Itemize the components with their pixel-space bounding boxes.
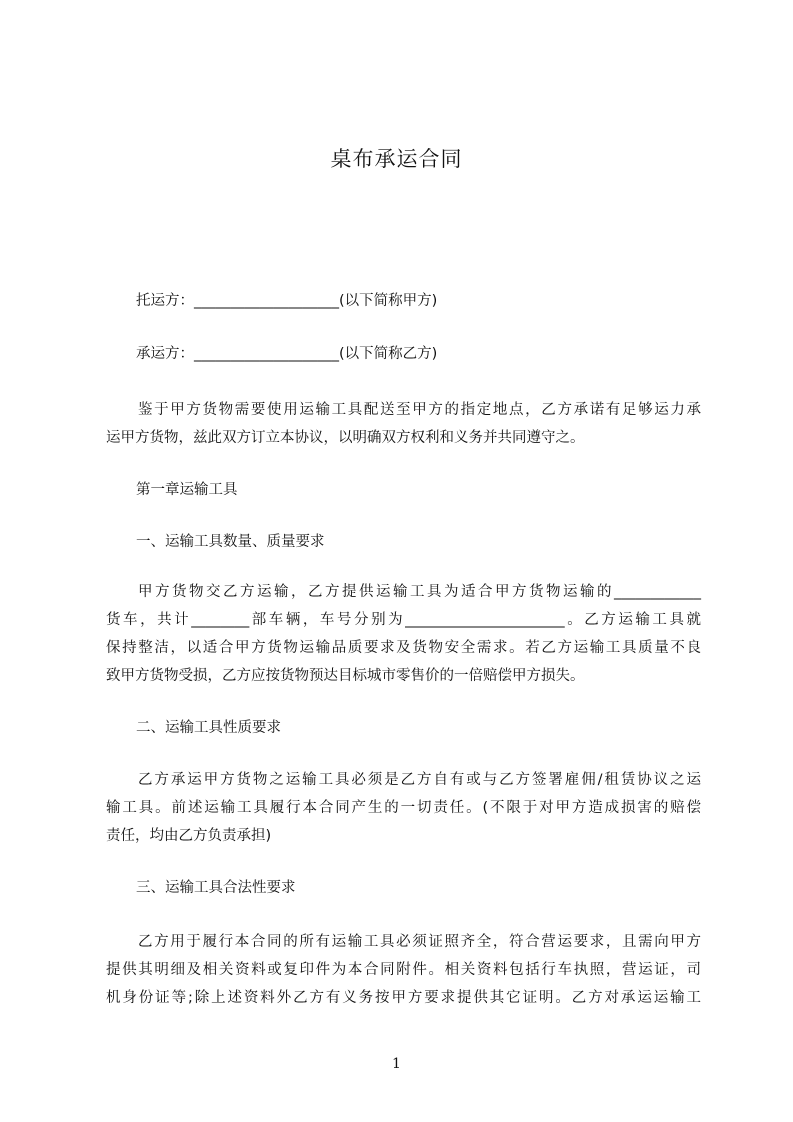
paragraph-line: 提供其明细及相关资料或复印件为本合同附件。相关资料包括行车执照，营运证，司 — [106, 962, 701, 978]
paragraph-line: 甲方货物交乙方运输，乙方提供运输工具为适合甲方货物运输的____________ — [138, 584, 701, 600]
paragraph-line: 乙方用于履行本合同的所有运输工具必须证照齐全，符合营运要求，且需向甲方 — [138, 934, 701, 950]
paragraph-line: 责任，均由乙方负责承担) — [106, 828, 272, 844]
section-heading: 三、运输工具合法性要求 — [136, 880, 296, 896]
paragraph-line: 机身份证等;除上述资料外乙方有义务按甲方要求提供其它证明。乙方对承运运输工 — [106, 990, 701, 1006]
paragraph-line: 货车，共计________部车辆，车号分别为______________________。乙方运输工具就 — [106, 612, 701, 628]
carrier-line: 承运方：____________________(以下简称乙方) — [136, 346, 438, 362]
paragraph-line: 保持整洁，以适合甲方货物运输品质要求及货物安全需求。若乙方运输工具质量不良 — [106, 640, 701, 656]
preamble-paragraph — [106, 396, 701, 452]
chapter-heading: 第一章运输工具 — [136, 482, 238, 498]
preamble-line: 运甲方货物，兹此双方订立本协议，以明确双方权利和义务并共同遵守之。 — [106, 430, 585, 446]
document-title: 桌布承运合同 — [330, 147, 463, 171]
section-1-paragraph — [106, 578, 701, 690]
section-heading: 二、运输工具性质要求 — [136, 720, 281, 736]
section-3-paragraph — [106, 928, 701, 1012]
paragraph-line: 致甲方货物受损，乙方应按货物预达目标城市零售价的一倍赔偿甲方损失。 — [106, 668, 585, 684]
consignor-line: 托运方：____________________(以下简称甲方) — [136, 293, 438, 309]
paragraph-line: 乙方承运甲方货物之运输工具必须是乙方自有或与乙方签署雇佣/租赁协议之运 — [138, 772, 701, 788]
section-heading: 一、运输工具数量、质量要求 — [136, 534, 325, 550]
section-2-paragraph — [106, 766, 701, 850]
paragraph-line: 输工具。前述运输工具履行本合同产生的一切责任。(不限于对甲方造成损害的赔偿 — [106, 800, 701, 816]
page-number: 1 — [392, 1056, 401, 1072]
preamble-line: 鉴于甲方货物需要使用运输工具配送至甲方的指定地点，乙方承诺有足够运力承 — [138, 402, 701, 418]
